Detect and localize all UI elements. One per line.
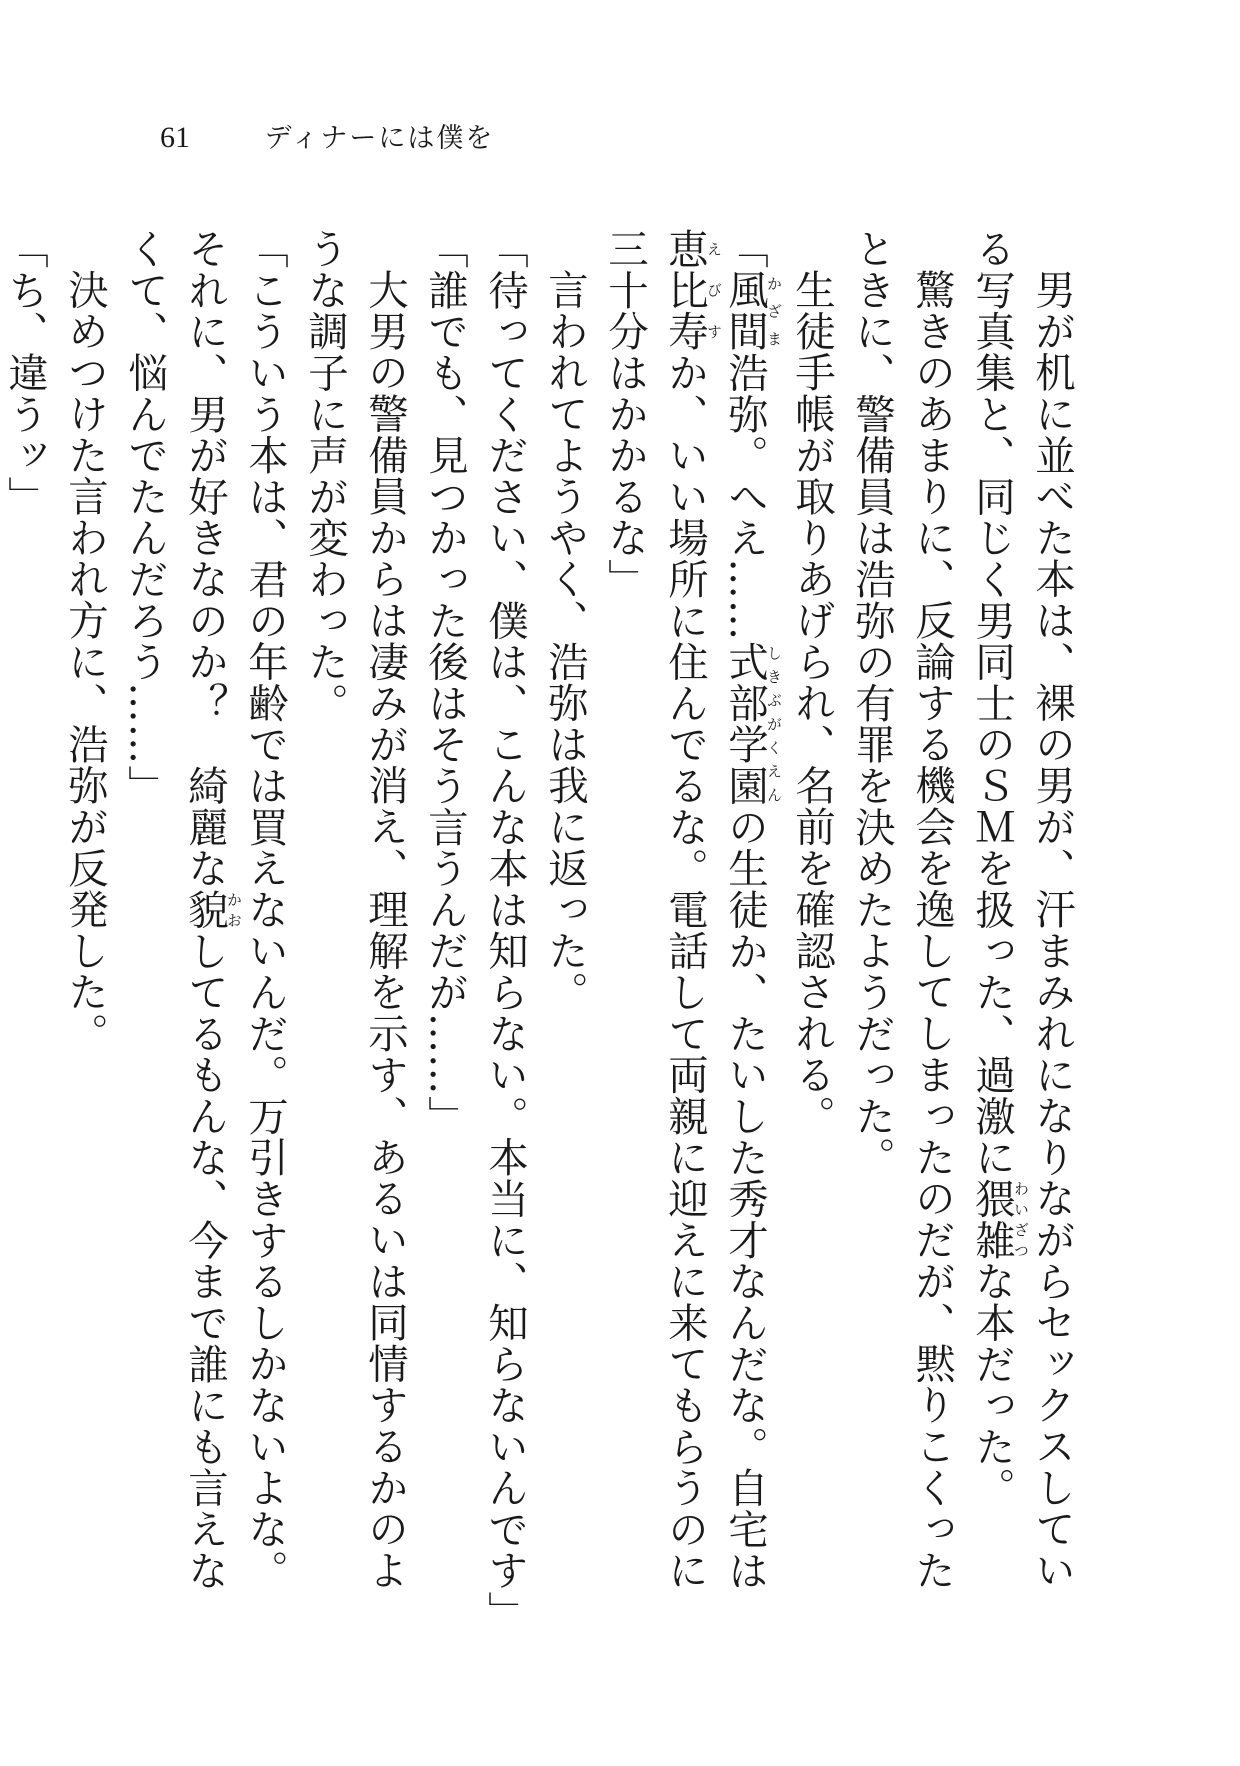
text-segment: 浩弥。へえ…… <box>721 351 769 642</box>
text-segment: 男が机に並べた本は、裸の男が、汗まみれになりながらセックスしている写真集と、同じく男同士のＳＭを扱った、過激に <box>968 228 1076 1591</box>
ruby-base: 猥雑 <box>968 1177 1016 1261</box>
text-segment: 「こういう本は、君の年齢では買えないんだ。万引きするしかないよな。それに、男が好きなのか？ 綺麗な <box>181 228 289 1591</box>
paragraph <box>595 228 782 1628</box>
paragraph: 「ち、違うッ」 <box>1 228 49 518</box>
ruby-base: 恵比寿 <box>661 228 709 352</box>
ruby-base: 式部学園 <box>721 641 769 807</box>
paragraph: 「待ってください、僕は、こんな本は知らない。本当に、知らないんです」 <box>481 228 529 1633</box>
ruby-reading: かざま <box>765 269 783 352</box>
paragraph: 決めつけた言われ方に、浩弥が反発した。 <box>61 268 109 1054</box>
page-header <box>160 118 494 158</box>
ruby-reading: えびす <box>705 228 723 352</box>
ruby-annotation <box>721 641 783 807</box>
paragraph: 「誰でも、見つかった後はそう言うんだが……」 <box>421 228 469 1137</box>
paragraph: 驚きのあまりに、反論する機会を逸してしまったのだが、黙りこくったときに、警備員は浩弥の有罪を決めたようだった。 <box>848 228 956 1591</box>
running-title: ディナーには僕を <box>264 123 495 154</box>
ruby-annotation <box>968 1177 1030 1261</box>
paragraph: 大男の警備員からは凄みが消え、理解を示す、あるいは同情するかのような調子に声が変わった。 <box>301 228 409 1591</box>
ruby-base: 風間 <box>721 269 769 352</box>
page-number: 61 <box>160 121 190 154</box>
text-segment: の生徒か、たいした秀才なんだな。自宅は <box>721 806 769 1591</box>
paragraph: 言われてようやく、浩弥は我に返った。 <box>541 268 589 1012</box>
ruby-annotation <box>721 269 783 352</box>
ruby-annotation <box>181 888 243 931</box>
body-text <box>1 228 1082 1633</box>
paragraph <box>115 228 295 1628</box>
paragraph <box>962 228 1082 1628</box>
text-segment: してるもんな、今まで誰にも言えなくて、悩んでたんだろう……」 <box>121 228 229 1591</box>
text-segment: な本だった。 <box>968 1260 1016 1509</box>
ruby-base: 貌 <box>181 888 229 931</box>
ruby-annotation <box>661 228 723 352</box>
ruby-reading: わいざつ <box>1012 1177 1030 1261</box>
ruby-reading: かお <box>225 888 243 931</box>
text-segment: か、いい場所に住んでるな。電話して両親に迎えに来てもらうのに三十分はかかるな」 <box>601 228 709 1591</box>
text-segment: 「 <box>721 228 769 270</box>
paragraph: 生徒手帳が取りあげられ、名前を確認される。 <box>788 268 836 1136</box>
ruby-reading: しきぶがくえん <box>765 641 783 807</box>
